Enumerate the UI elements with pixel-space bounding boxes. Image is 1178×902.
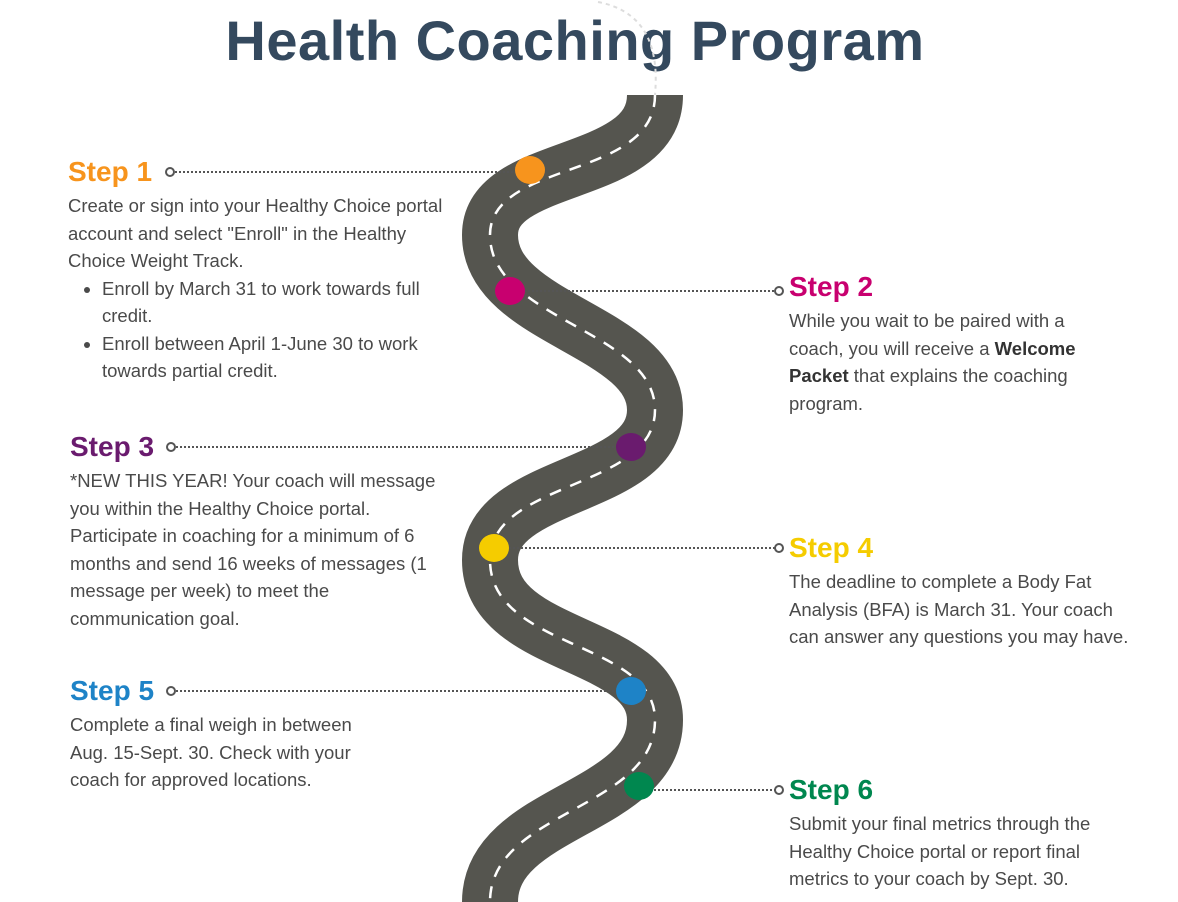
step-6-text: Submit your final metrics through the Healthy Choice portal or report final metrics to your coach by Sept. 30. [789,813,1091,889]
step-4-heading: Step 4 [789,532,874,563]
step-3-text: *NEW THIS YEAR! Your coach will message you within the Healthy Choice portal. Participate in coaching for a minimum of 6 months and send 16 weeks of messages (1 message per week) to meet the communication goal. [70,470,436,629]
step-1-block [68,156,458,385]
decorative-arc [598,2,656,95]
step-3-block [70,431,450,632]
step-5-block [70,675,390,794]
step-2-text-start: While you wait to be paired with a coach, you will receive a [789,310,1065,359]
step-5-text: Complete a final weigh in between Aug. 15-Sept. 30. Check with your coach for approved locations. [70,714,352,790]
page-title: Health Coaching Program [225,9,925,72]
step-1-bullets [68,275,458,385]
step-5-heading: Step 5 [70,675,155,706]
step-4-block [789,532,1134,651]
connector-step-6 [650,786,783,794]
step-3-heading: Step 3 [70,431,155,462]
step-1-bullet: • Enroll by March 31 to work towards full credit. [102,275,458,330]
step-1-marker [515,156,545,184]
step-5-marker [616,677,646,705]
step-2-block [789,271,1119,417]
step-3-marker [616,433,646,461]
connector-step-4 [505,544,783,552]
step-2-heading: Step 2 [789,271,874,302]
step-4-text: The deadline to complete a Body Fat Analysis (BFA) is March 31. Your coach can answer any questions you may have. [789,571,1129,647]
step-6-marker [624,772,654,800]
step-1-text: Create or sign into your Healthy Choice portal account and select "Enroll" in the Healthy Choice Weight Track. [68,195,443,271]
step-4-marker [479,534,509,562]
step-2-text-end: that explains the coaching program. [789,365,1068,414]
step-6-block [789,774,1129,893]
step-1-heading: Step 1 [68,156,153,187]
step-6-heading: Step 6 [789,774,874,805]
step-1-bullet: • Enroll between April 1-June 30 to work towards partial credit. [102,330,458,385]
step-2-text-bold: Welcome Packet [789,337,1076,386]
step-2-text [789,307,1119,417]
step-2-marker [495,277,525,305]
